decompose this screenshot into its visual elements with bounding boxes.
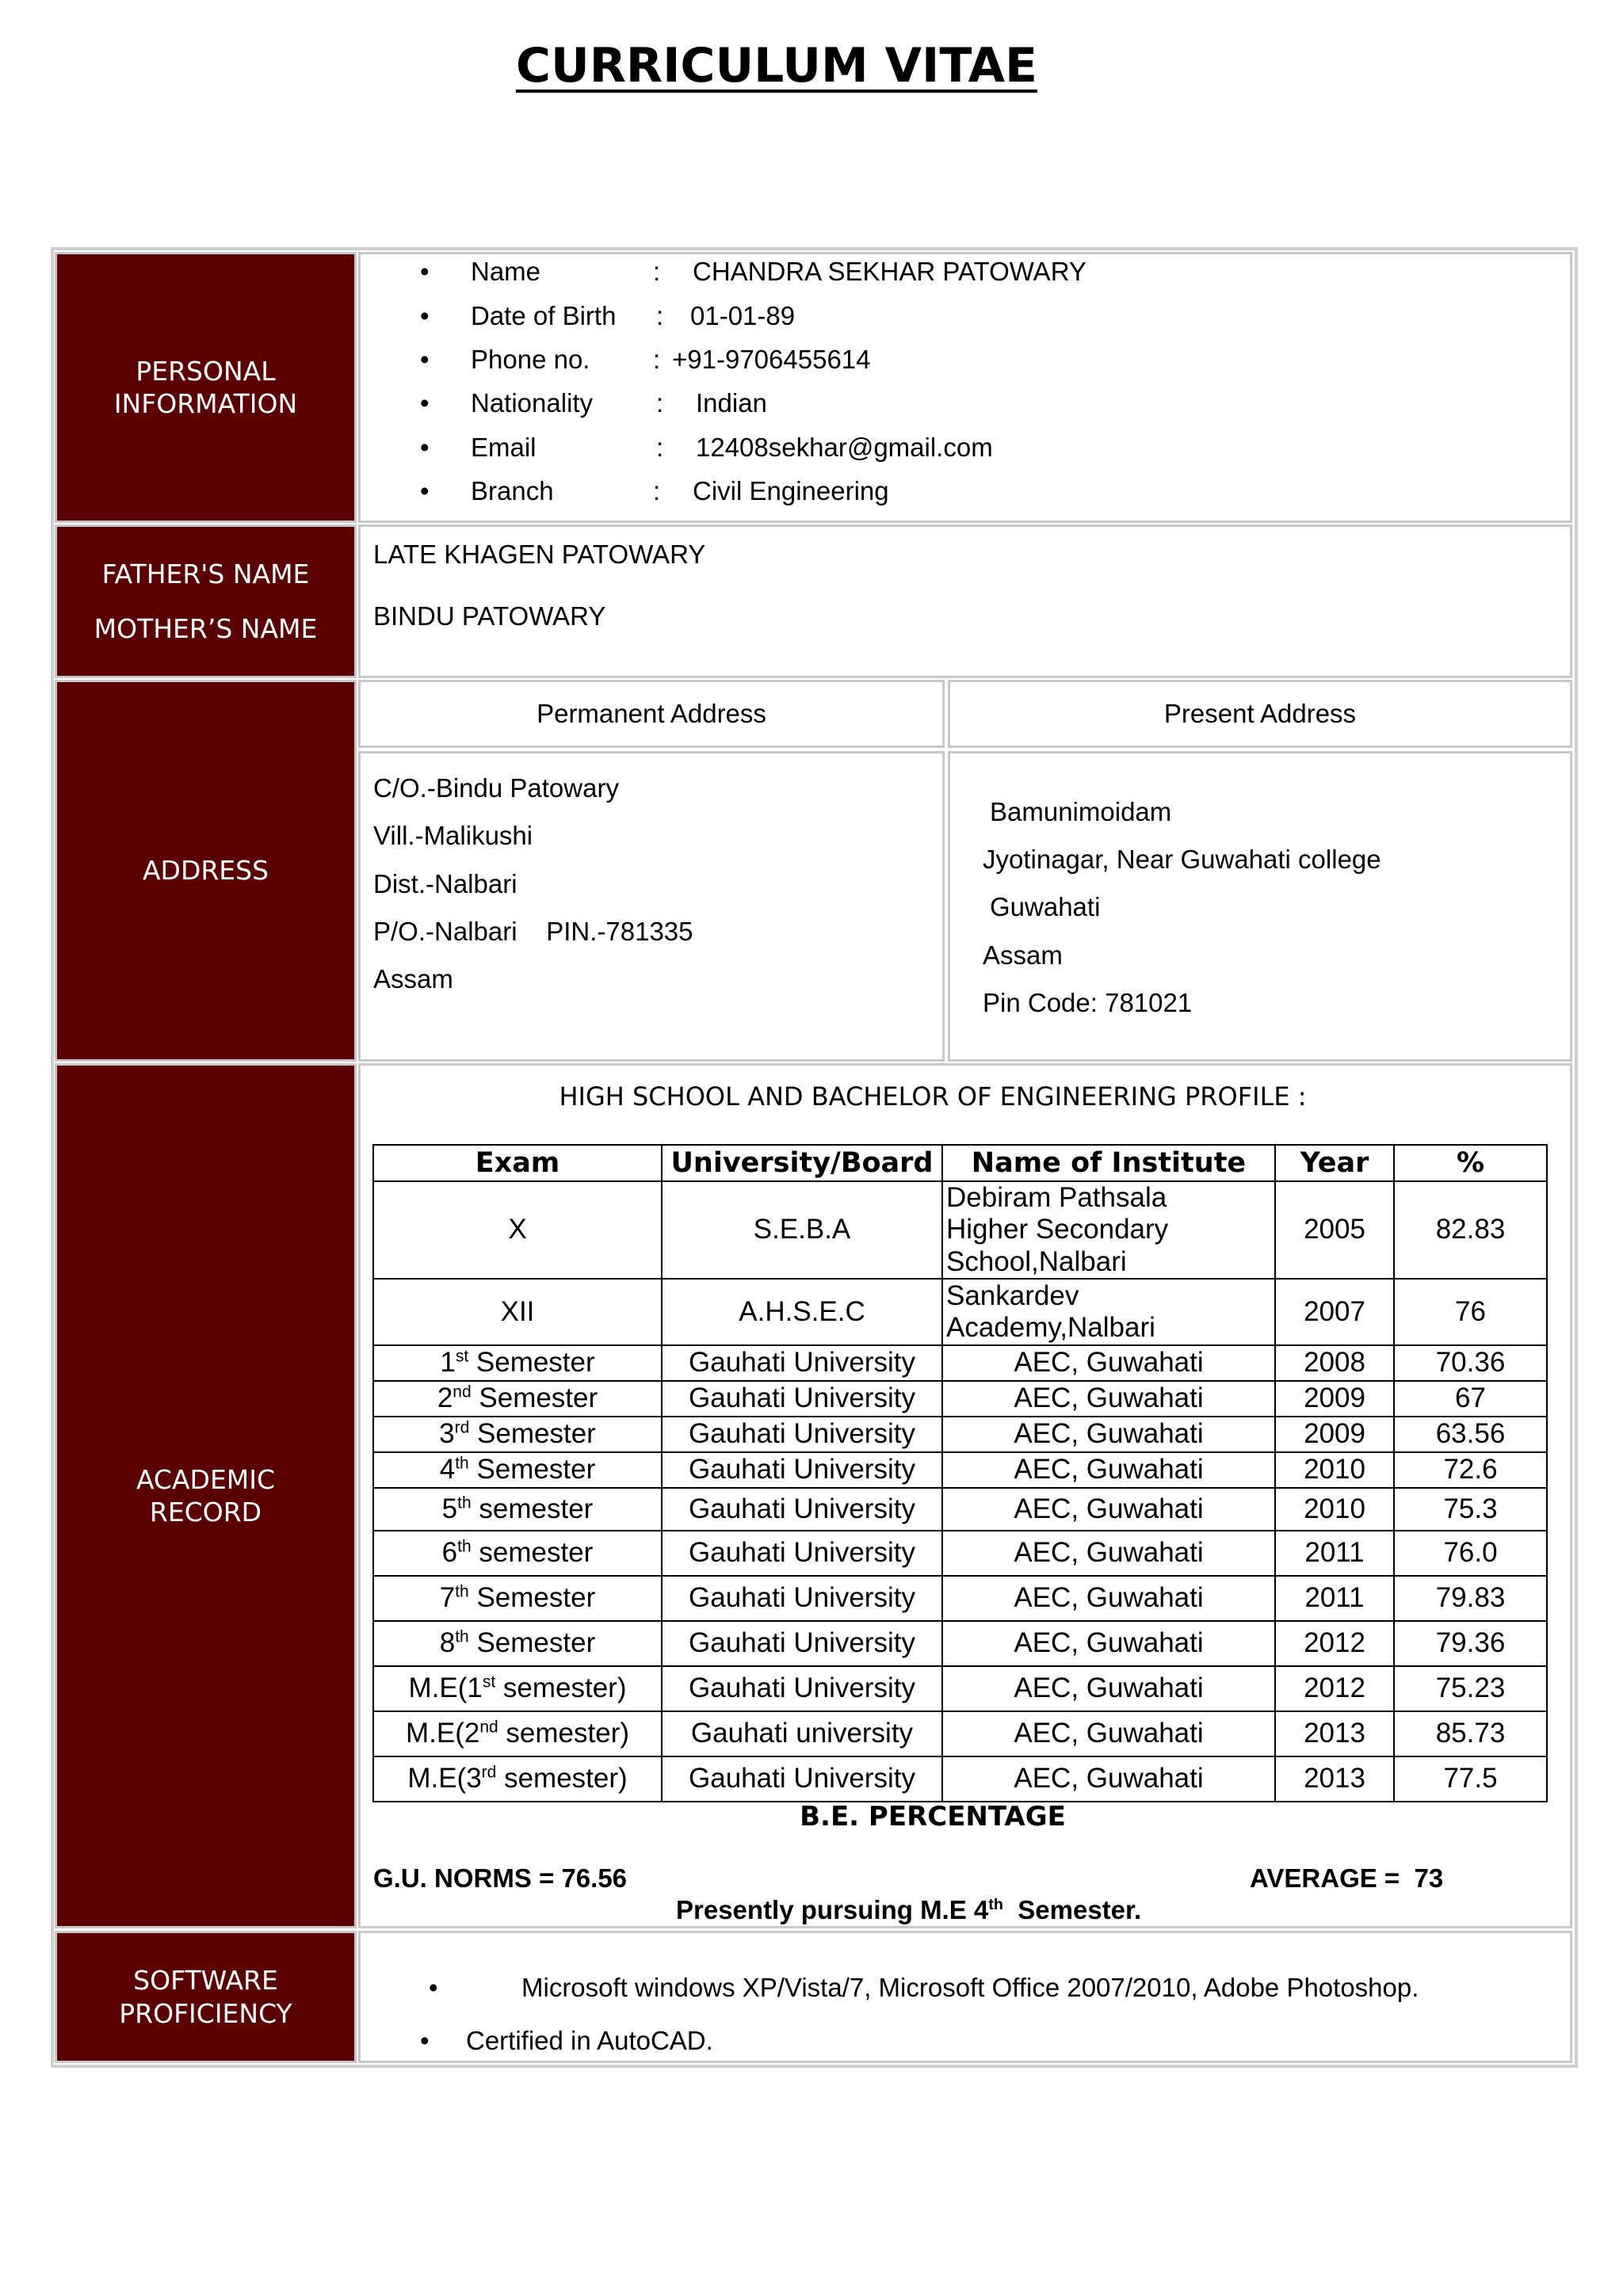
table-row <box>373 1452 1547 1488</box>
board-cell: Gauhati University <box>662 1621 942 1666</box>
board-cell: Gauhati University <box>662 1666 942 1711</box>
board-cell: S.E.B.A <box>662 1181 942 1279</box>
permanent-address-line: C/O.-Bindu Patowary <box>373 773 619 803</box>
personal-label-line-2: INFORMATION <box>113 388 298 419</box>
institute-cell: AEC, Guwahati <box>942 1756 1275 1802</box>
be-percentage-label: B.E. PERCENTAGE <box>800 1801 1066 1833</box>
father-name-label: FATHER'S NAME <box>101 558 310 589</box>
year-cell: 2011 <box>1275 1531 1394 1576</box>
permanent-address-line: Assam <box>373 964 453 994</box>
percent-cell: 76 <box>1394 1279 1547 1345</box>
year-cell: 2011 <box>1275 1576 1394 1621</box>
institute-cell <box>942 1279 1275 1345</box>
field-colon: : <box>656 433 664 462</box>
percent-cell: 70.36 <box>1394 1345 1547 1381</box>
column-header-institute: Name of Institute <box>942 1145 1275 1181</box>
percent-cell: 82.83 <box>1394 1181 1547 1279</box>
table-row <box>373 1279 1547 1345</box>
board-cell: Gauhati University <box>662 1417 942 1452</box>
field-label: Phone no. <box>471 345 590 374</box>
year-cell: 2009 <box>1275 1417 1394 1452</box>
software-item: • <box>429 1973 438 2002</box>
bullet-icon: • <box>420 476 430 505</box>
exam-cell: M.E(2nd semester) <box>373 1711 662 1756</box>
academic-record-label <box>55 1063 357 1928</box>
percent-cell: 63.56 <box>1394 1417 1547 1452</box>
father-name-value: LATE KHAGEN PATOWARY <box>373 540 706 569</box>
mother-name-value: BINDU PATOWARY <box>373 601 606 631</box>
address-label <box>55 680 357 1062</box>
percent-cell: 76.0 <box>1394 1531 1547 1576</box>
field-label: Email <box>471 433 537 462</box>
exam-cell: 8th Semester <box>373 1621 662 1666</box>
column-header-exam: Exam <box>373 1145 662 1181</box>
address-label-text: ADDRESS <box>142 855 269 887</box>
field-colon: : <box>656 301 664 330</box>
table-row <box>373 1381 1547 1417</box>
field-value: Civil Engineering <box>693 476 889 505</box>
present-address-line: Guwahati <box>990 892 1101 921</box>
software-item: • <box>420 2026 430 2055</box>
exam-cell: M.E(3rd semester) <box>373 1756 662 1802</box>
board-cell: Gauhati University <box>662 1381 942 1417</box>
exam-cell: 1st Semester <box>373 1345 662 1381</box>
table-row <box>373 1531 1547 1576</box>
percent-cell: 85.73 <box>1394 1711 1547 1756</box>
present-address-line: Bamunimoidam <box>990 797 1172 826</box>
year-cell: 2013 <box>1275 1711 1394 1756</box>
percent-cell: 67 <box>1394 1381 1547 1417</box>
institute-cell: AEC, Guwahati <box>942 1531 1275 1576</box>
institute-cell: AEC, Guwahati <box>942 1621 1275 1666</box>
institute-line: School,Nalbari <box>946 1245 1127 1277</box>
percent-cell: 79.36 <box>1394 1621 1547 1666</box>
software-proficiency-label <box>55 1931 357 2063</box>
board-cell: Gauhati University <box>662 1345 942 1381</box>
column-header-percent: % <box>1394 1145 1547 1181</box>
permanent-address-line: Dist.-Nalbari <box>373 869 517 898</box>
table-row <box>373 1756 1547 1802</box>
exam-cell: 3rd Semester <box>373 1417 662 1452</box>
percent-cell: 72.6 <box>1394 1452 1547 1488</box>
personal-info-label <box>55 252 357 523</box>
board-cell: Gauhati University <box>662 1452 942 1488</box>
present-address-title: Present Address <box>1163 699 1357 728</box>
institute-line: Higher Secondary <box>946 1214 1169 1245</box>
institute-line: Debiram Pathsala <box>946 1182 1167 1213</box>
table-row <box>373 1345 1547 1381</box>
year-cell: 2010 <box>1275 1452 1394 1488</box>
table-row <box>373 1488 1547 1531</box>
permanent-address-line: Vill.-Malikushi <box>373 821 533 850</box>
field-colon: : <box>653 345 661 374</box>
institute-cell: AEC, Guwahati <box>942 1488 1275 1531</box>
exam-cell: 2nd Semester <box>373 1381 662 1417</box>
academic-heading: HIGH SCHOOL AND BACHELOR OF ENGINEERING PROFILE : <box>559 1081 1307 1112</box>
institute-cell: AEC, Guwahati <box>942 1576 1275 1621</box>
bullet-icon: • <box>420 433 430 462</box>
present-address-header <box>948 680 1572 748</box>
table-row <box>373 1576 1547 1621</box>
bullet-icon: • <box>420 345 430 374</box>
year-cell: 2008 <box>1275 1345 1394 1381</box>
year-cell: 2010 <box>1275 1488 1394 1531</box>
field-colon: : <box>656 388 664 418</box>
bullet-icon: • <box>420 301 430 330</box>
mother-name-label: MOTHER’S NAME <box>94 613 318 645</box>
software-item-text: Microsoft windows XP/Vista/7, Microsoft Office 2007/2010, Adobe Photoshop. <box>521 1973 1419 2002</box>
institute-cell: AEC, Guwahati <box>942 1452 1275 1488</box>
table-row <box>373 1181 1547 1279</box>
institute-cell: AEC, Guwahati <box>942 1666 1275 1711</box>
field-value: 12408sekhar@gmail.com <box>696 433 993 462</box>
year-cell: 2005 <box>1275 1181 1394 1279</box>
presently-pursuing-text: Presently pursuing M.E 4th Semester. <box>676 1895 1142 1924</box>
bullet-icon: • <box>420 257 430 286</box>
bullet-icon: • <box>420 388 430 418</box>
institute-line: Academy,Nalbari <box>946 1311 1155 1343</box>
academic-label-line-1: ACADEMIC <box>136 1463 276 1495</box>
column-header-year: Year <box>1275 1145 1394 1181</box>
permanent-address-header <box>358 680 945 748</box>
board-cell: Gauhati University <box>662 1531 942 1576</box>
present-address-line: Jyotinagar, Near Guwahati college <box>983 845 1381 874</box>
permanent-address-line: P/O.-Nalbari PIN.-781335 <box>373 917 693 946</box>
field-label: Branch <box>471 476 554 505</box>
present-address-line: Pin Code: 781021 <box>983 988 1193 1017</box>
year-cell: 2009 <box>1275 1381 1394 1417</box>
field-value: +91-9706455614 <box>672 345 871 374</box>
board-cell: A.H.S.E.C <box>662 1279 942 1345</box>
percent-cell: 77.5 <box>1394 1756 1547 1802</box>
table-row <box>373 1666 1547 1711</box>
gu-norms-value: G.U. NORMS = 76.56 <box>373 1863 628 1893</box>
exam-cell: X <box>373 1181 662 1279</box>
field-value: Indian <box>696 388 767 418</box>
field-value: CHANDRA SEKHAR PATOWARY <box>693 257 1086 286</box>
board-cell: Gauhati University <box>662 1488 942 1531</box>
percent-cell: 79.83 <box>1394 1576 1547 1621</box>
institute-cell: AEC, Guwahati <box>942 1381 1275 1417</box>
average-value: AVERAGE = 73 <box>1250 1863 1444 1893</box>
parents-label <box>55 524 357 678</box>
table-header-row <box>373 1145 1547 1181</box>
software-item-text: Certified in AutoCAD. <box>466 2026 713 2055</box>
table-row <box>373 1711 1547 1756</box>
institute-cell: AEC, Guwahati <box>942 1345 1275 1381</box>
permanent-address-title: Permanent Address <box>537 699 766 728</box>
field-label: Date of Birth <box>471 301 617 330</box>
percent-cell: 75.3 <box>1394 1488 1547 1531</box>
exam-cell: 5th semester <box>373 1488 662 1531</box>
field-label: Name <box>471 257 541 286</box>
personal-label-line-1: PERSONAL <box>136 355 276 387</box>
institute-cell: AEC, Guwahati <box>942 1417 1275 1452</box>
year-cell: 2012 <box>1275 1666 1394 1711</box>
board-cell: Gauhati University <box>662 1576 942 1621</box>
column-header-board: University/Board <box>662 1145 942 1181</box>
table-row <box>373 1621 1547 1666</box>
software-label-line-2: PROFICIENCY <box>119 1997 292 2029</box>
document-title: CURRICULUM VITAE <box>515 38 1038 93</box>
percent-cell: 75.23 <box>1394 1666 1547 1711</box>
present-address-line: Assam <box>983 940 1063 970</box>
academic-table <box>372 1144 1548 1802</box>
board-cell: Gauhati University <box>662 1756 942 1802</box>
field-value: 01-01-89 <box>690 301 796 330</box>
software-label-line-1: SOFTWARE <box>133 1965 278 1997</box>
board-cell: Gauhati university <box>662 1711 942 1756</box>
table-row <box>373 1417 1547 1452</box>
field-colon: : <box>653 476 661 505</box>
field-label: Nationality <box>471 388 594 418</box>
year-cell: 2007 <box>1275 1279 1394 1345</box>
year-cell: 2012 <box>1275 1621 1394 1666</box>
field-colon: : <box>653 257 661 286</box>
exam-cell: 7th Semester <box>373 1576 662 1621</box>
exam-cell: XII <box>373 1279 662 1345</box>
exam-cell: 4th Semester <box>373 1452 662 1488</box>
institute-cell: AEC, Guwahati <box>942 1711 1275 1756</box>
academic-label-line-2: RECORD <box>149 1497 262 1527</box>
exam-cell: M.E(1st semester) <box>373 1666 662 1711</box>
institute-cell <box>942 1181 1275 1279</box>
institute-line: Sankardev <box>946 1280 1079 1311</box>
exam-cell: 6th semester <box>373 1531 662 1576</box>
year-cell: 2013 <box>1275 1756 1394 1802</box>
